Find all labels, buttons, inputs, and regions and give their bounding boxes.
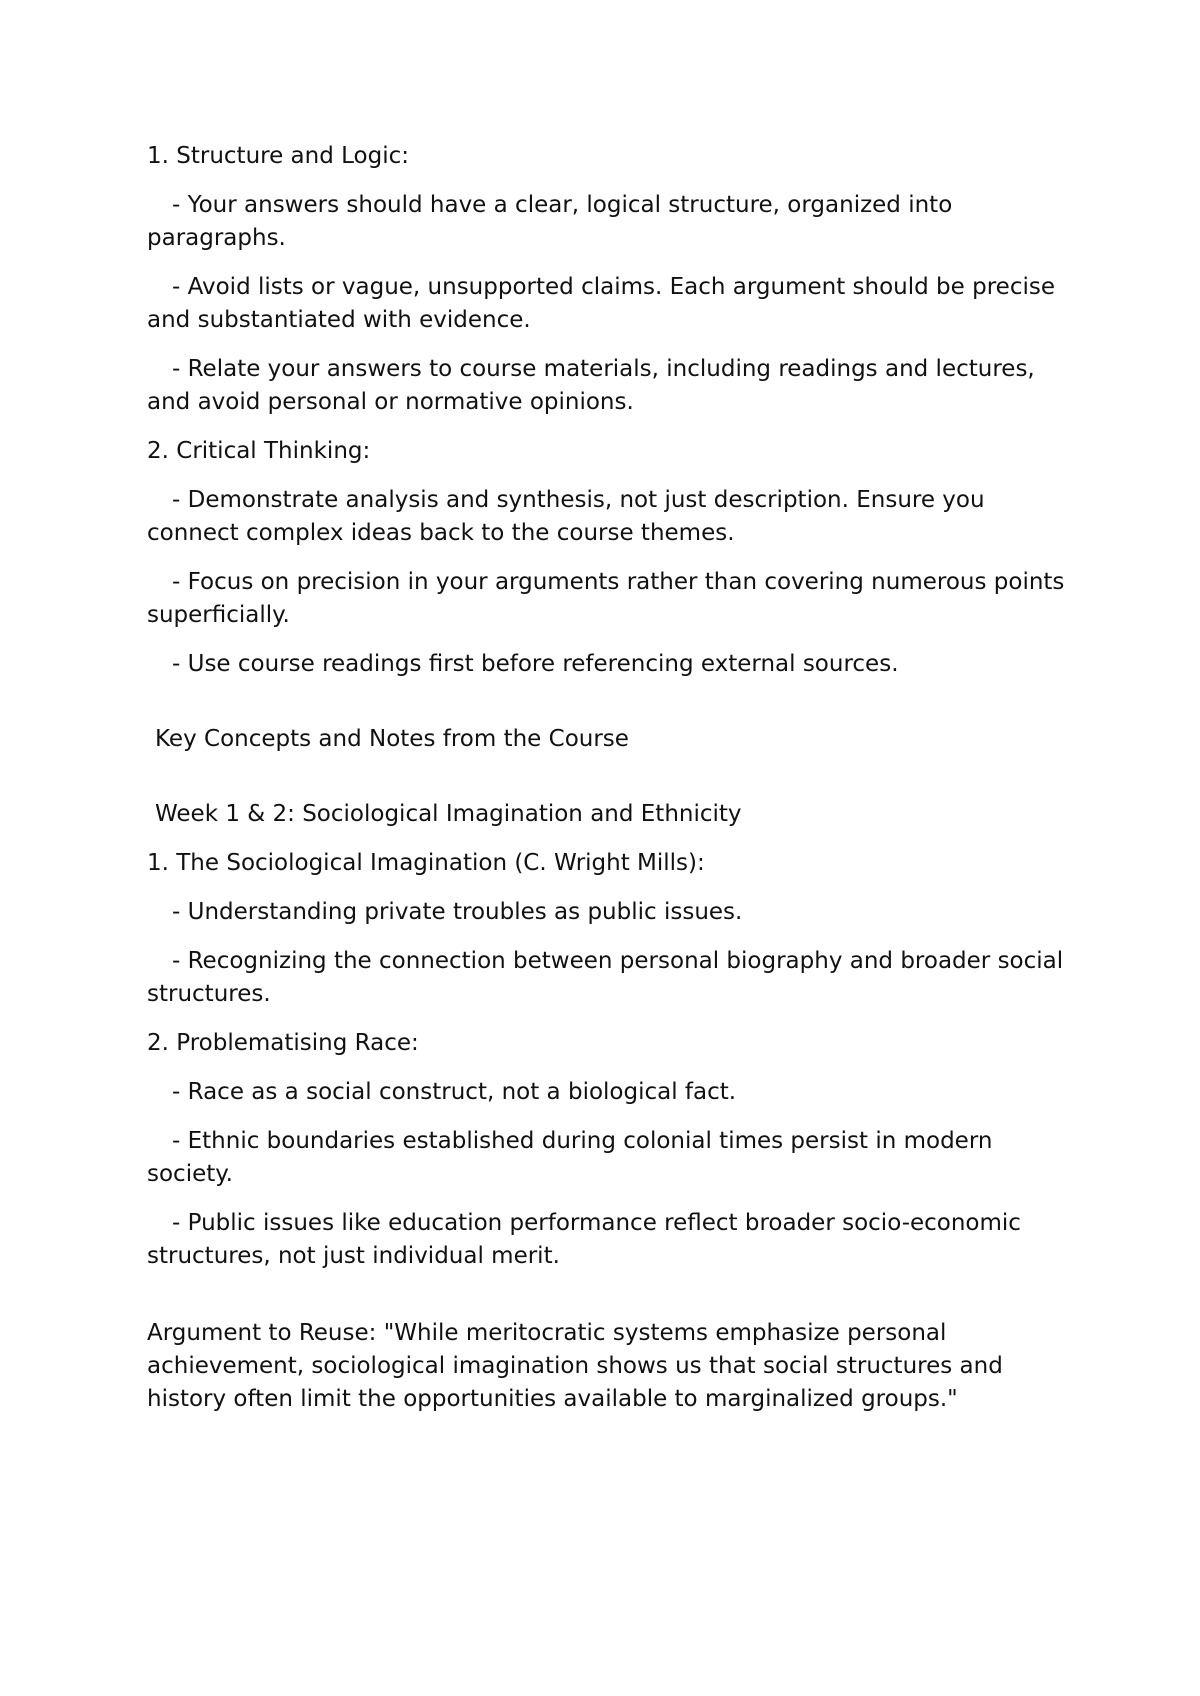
section-heading-structure-logic: 1. Structure and Logic: (147, 143, 410, 169)
list-item: - Demonstrate analysis and synthesis, not just description. Ensure you connect complex ideas back to the course themes. (147, 487, 985, 546)
list-item: - Ethnic boundaries established during colonial times persist in modern society. (147, 1128, 993, 1187)
list-item: - Public issues like education performance reflect broader socio-economic structures, not just individual merit. (147, 1210, 1021, 1269)
section-heading-sociological-imagination: 1. The Sociological Imagination (C. Wright Mills): (147, 850, 705, 876)
list-item: - Race as a social construct, not a biological fact. (172, 1079, 737, 1105)
list-item: - Your answers should have a clear, logical structure, organized into paragraphs. (147, 192, 953, 251)
section-heading-critical-thinking: 2. Critical Thinking: (147, 438, 371, 464)
list-item: - Focus on precision in your arguments rather than covering numerous points superficially. (147, 569, 1065, 628)
section-heading-problematising-race: 2. Problematising Race: (147, 1030, 419, 1056)
list-item: - Recognizing the connection between personal biography and broader social structures. (147, 948, 1064, 1007)
list-item: - Relate your answers to course materials, including readings and lectures, and avoid personal or normative opinions. (147, 356, 1035, 415)
week-title: Week 1 & 2: Sociological Imagination and Ethnicity (155, 801, 742, 827)
document-page (147, 140, 1067, 1432)
key-concepts-title: Key Concepts and Notes from the Course (155, 726, 629, 752)
list-item: - Avoid lists or vague, unsupported claims. Each argument should be precise and substantiated with evidence. (147, 274, 1055, 333)
list-item: - Understanding private troubles as public issues. (172, 899, 743, 925)
list-item: - Use course readings first before referencing external sources. (172, 651, 899, 677)
argument-to-reuse: Argument to Reuse: "While meritocratic systems emphasize personal achievement, sociological imagination shows us that social structures and history often limit the opportunities available to marginalized groups." (147, 1320, 1003, 1412)
